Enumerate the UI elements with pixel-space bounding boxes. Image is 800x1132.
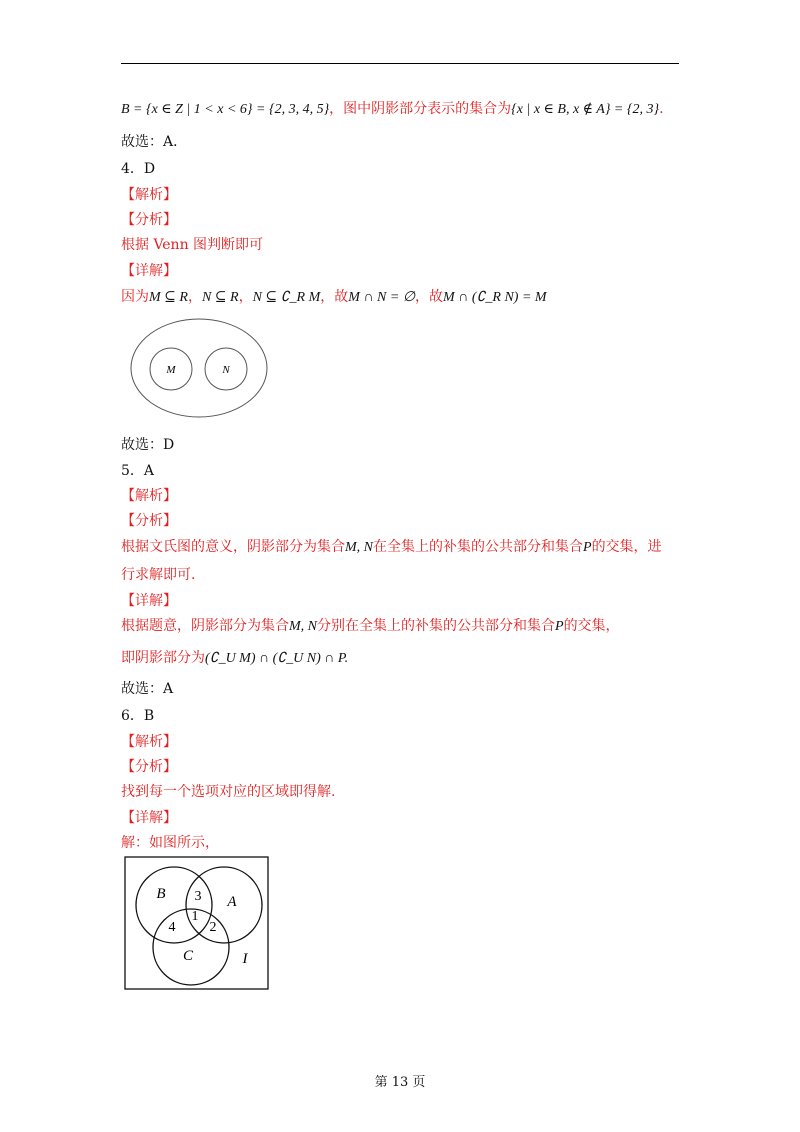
q5-fenxi-label: 【分析】 bbox=[121, 513, 177, 529]
q6-number: 6．B bbox=[121, 708, 155, 724]
q5-detail-math-p: P bbox=[555, 619, 564, 634]
q4-math-5: M ∩ (∁_R N) = M bbox=[443, 290, 547, 305]
header-rule bbox=[121, 63, 679, 64]
q5-detail-math-mn: M, N bbox=[289, 619, 317, 634]
q4-math-1: M ⊆ R bbox=[149, 290, 188, 305]
q4-fenxi-text: 根据 Venn 图判断即可 bbox=[121, 237, 264, 253]
shaded-set-text: ，图中阴影部分表示的集合为 bbox=[329, 101, 512, 117]
q5-detail-l1a: 根据题意，阴影部分为集合 bbox=[121, 618, 289, 634]
page-footer: 第 13 页 bbox=[374, 1075, 426, 1090]
q6-label-b: B bbox=[156, 886, 166, 902]
q6-circle-a bbox=[186, 867, 262, 943]
q5-math-p: P bbox=[583, 540, 592, 555]
q4-sep-1: ， bbox=[187, 289, 202, 305]
q5-detail-l2a: 即阴影部分为 bbox=[121, 650, 205, 666]
q3-choice: 故选：A． bbox=[121, 134, 188, 150]
q6-venn-diagram bbox=[124, 856, 270, 992]
q4-detail-prefix: 因为 bbox=[121, 289, 149, 305]
q6-label-a: A bbox=[227, 894, 237, 910]
q5-detail-l1c: 的交集， bbox=[563, 618, 620, 634]
q5-fenxi-l1a: 根据文氏图的意义，阴影部分为集合 bbox=[121, 539, 345, 555]
q6-label-c: C bbox=[182, 948, 194, 964]
set-b-formula: B = {x ∈ Z | 1 < x < 6} = {2, 3, 4, 5} bbox=[121, 102, 330, 117]
q4-fenxi-label: 【分析】 bbox=[121, 212, 177, 228]
q4-math-3: N ⊆ ∁_R M bbox=[252, 290, 321, 305]
q4-sep-2: ， bbox=[238, 289, 253, 305]
q6-region-4: 4 bbox=[168, 920, 176, 935]
q4-jiexi-label: 【解析】 bbox=[121, 187, 177, 203]
q6-fenxi-text: 找到每一个选项对应的区域即得解. bbox=[121, 784, 336, 800]
q5-math-mn: M, N bbox=[345, 540, 373, 555]
q5-choice: 故选：A bbox=[121, 681, 174, 697]
q4-sep-4: ，故 bbox=[415, 289, 444, 305]
q4-number: 4．D bbox=[121, 161, 156, 177]
q4-label-m: M bbox=[166, 364, 176, 376]
q6-region-1: 1 bbox=[191, 909, 199, 924]
q5-detail-l1b: 分别在全集上的补集的公共部分和集合 bbox=[317, 618, 555, 634]
answer-3-continuation bbox=[121, 100, 664, 119]
q6-region-2: 2 bbox=[209, 920, 217, 935]
q4-detail bbox=[121, 288, 547, 307]
q5-xiangjie-label: 【详解】 bbox=[121, 593, 177, 609]
q5-number: 5．A bbox=[121, 463, 155, 479]
q5-detail-math: (∁_U M) ∩ (∁_U N) ∩ P bbox=[205, 651, 345, 666]
q6-region-3: 3 bbox=[194, 889, 202, 904]
q4-sep-3: ，故 bbox=[320, 289, 349, 305]
q5-fenxi-l1b: 在全集上的补集的公共部分和集合 bbox=[373, 539, 583, 555]
q5-fenxi-line2: 行求解即可. bbox=[121, 567, 196, 583]
q6-detail-text: 解：如图所示， bbox=[121, 835, 219, 851]
q4-venn-diagram bbox=[128, 316, 270, 420]
q4-math-2: N ⊆ R bbox=[201, 290, 239, 305]
shaded-set-formula: {x | x ∈ B, x ∉ A} = {2, 3} bbox=[511, 102, 660, 117]
q5-fenxi-l1c: 的交集，进 bbox=[591, 539, 662, 555]
q5-detail-end: . bbox=[344, 651, 349, 666]
q4-math-4: M ∩ N = ∅ bbox=[348, 290, 416, 305]
q4-choice: 故选：D bbox=[121, 437, 175, 453]
q5-detail-line2 bbox=[121, 649, 348, 668]
q5-jiexi-label: 【解析】 bbox=[121, 488, 177, 504]
q4-label-n: N bbox=[222, 364, 230, 376]
q6-label-i: I bbox=[242, 951, 248, 967]
q6-xiangjie-label: 【详解】 bbox=[121, 810, 177, 826]
q4-xiangjie-label: 【详解】 bbox=[121, 263, 177, 279]
q5-fenxi-line1 bbox=[121, 538, 662, 557]
q6-jiexi-label: 【解析】 bbox=[121, 734, 177, 750]
q6-fenxi-label: 【分析】 bbox=[121, 759, 177, 775]
q5-detail-line1 bbox=[121, 617, 620, 636]
line-end-period: . bbox=[659, 101, 664, 117]
